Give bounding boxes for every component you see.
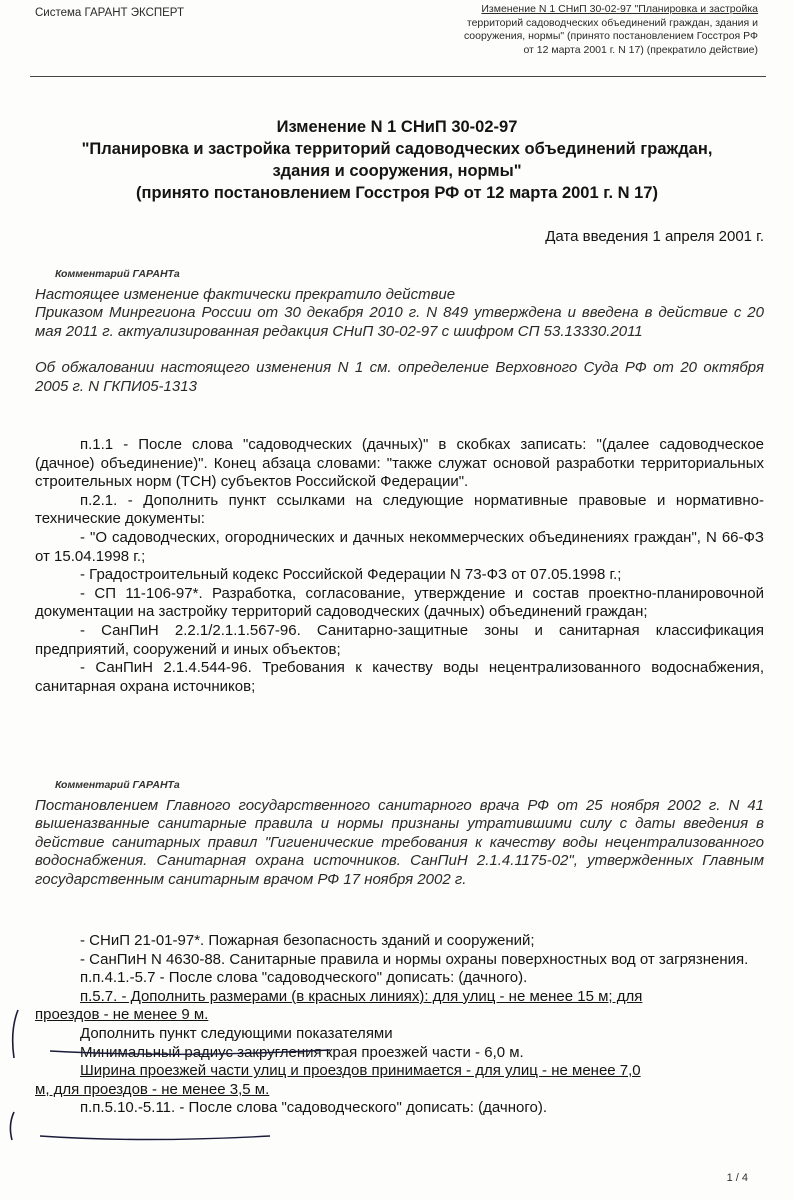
body-paragraph: - СанПиН 2.1.4.544-96. Требования к качеству воды нецентрализованного водоснабжения, санитарная охрана источников; bbox=[35, 659, 764, 695]
comment-paragraph: Настоящее изменение фактически прекратило действие bbox=[35, 285, 456, 303]
title-line: здания и сооружения, нормы" bbox=[272, 162, 522, 180]
body-paragraph: проездов - не менее 9 м. bbox=[35, 1006, 209, 1024]
document-reference-line: Изменение N 1 СНиП 30-02-97 "Планировка и застройка bbox=[481, 3, 758, 15]
document-reference-line: от 12 марта 2001 г. N 17) (прекратило действие) bbox=[523, 43, 758, 56]
comment-paragraph: Постановлением Главного государственного санитарного врача РФ от 25 ноября 2002 г. N 41 вышеназванные санитарные правила и нормы признаны утратившими силу с даты введения в действие санитарных правил "Гигиенические требования к качеству воды нецентрализованного водоснабжения. Санитарная охрана источников. СанПиН 2.1.4.1175-02", утвержденных Главным государственным санитарным врачом РФ 17 ноября 2002 г. bbox=[35, 796, 764, 888]
header-divider bbox=[30, 76, 766, 77]
garant-comment bbox=[35, 776, 764, 890]
amendment-body bbox=[35, 436, 764, 696]
document-reference bbox=[398, 3, 758, 57]
body-paragraph: - СНиП 21-01-97*. Пожарная безопасность зданий и сооружений; bbox=[80, 932, 535, 949]
comment-label: Комментарий ГАРАНТа bbox=[55, 779, 180, 791]
comment-label: Комментарий ГАРАНТа bbox=[55, 268, 180, 280]
effective-date: Дата введения 1 апреля 2001 г. bbox=[545, 228, 764, 245]
system-name: Система ГАРАНТ ЭКСПЕРТ bbox=[35, 7, 184, 19]
body-paragraph: п.п.5.10.-5.11. - После слова "садоводческого" дописать: (дачного). bbox=[80, 1099, 547, 1117]
page-number: 1 / 4 bbox=[726, 1172, 748, 1184]
body-paragraph: - СанПиН 2.2.1/2.1.1.567-96. Санитарно-защитные зоны и санитарная классификация предприятий, сооружений и иных объектов; bbox=[35, 621, 764, 658]
body-paragraph: м, для проездов - не менее 3,5 м. bbox=[35, 1080, 270, 1098]
amendment-body bbox=[35, 932, 764, 1118]
document-reference-line: территорий садоводческих объединений граждан, здания и bbox=[466, 16, 758, 29]
title-line: (принято постановлением Госстроя РФ от 12 марта 2001 г. N 17) bbox=[136, 184, 658, 202]
body-paragraph: п.5.7. - Дополнить размерами (в красных линиях): для улиц - не менее 15 м; для bbox=[80, 987, 643, 1005]
body-paragraph: - Градостроительный кодекс Российской Федерации N 73-ФЗ от 07.05.1998 г.; bbox=[80, 566, 622, 584]
body-paragraph: - СП 11-106-97*. Разработка, согласование, утверждение и состав проектно-планировочной документации на застройку территорий садоводческих (дачных) объединений граждан; bbox=[35, 584, 764, 621]
body-paragraph: - СанПиН N 4630-88. Санитарные правила и нормы охраны поверхностных вод от загрязнения. bbox=[80, 950, 749, 968]
garant-comment bbox=[35, 265, 764, 397]
comment-paragraph: Об обжаловании настоящего изменения N 1 см. определение Верховного Суда РФ от 20 октября 2005 г. N ГКПИ05-1313 bbox=[35, 359, 764, 395]
body-paragraph: Дополнить пункт следующими показателями bbox=[80, 1024, 393, 1042]
document-title bbox=[30, 116, 764, 204]
title-line: Изменение N 1 СНиП 30-02-97 bbox=[276, 118, 518, 136]
title-line: "Планировка и застройка территорий садоводческих объединений граждан, bbox=[81, 140, 713, 158]
body-paragraph: п.1.1 - После слова "садоводческих (дачных)" в скобках записать: "(далее садоводческое (дачное) объединение)". Конец абзаца словами: "также служат основой разработки территориальных строительных норм (ТСН) субъектов Российской Федерации". bbox=[35, 436, 764, 491]
comment-paragraph: Приказом Минрегиона России от 30 декабря 2010 г. N 849 утверждена и введена в действие с 20 мая 2011 г. актуализированная редакция СНиП 30-02-97 с шифром СП 53.13330.2011 bbox=[35, 304, 764, 340]
body-paragraph: - "О садоводческих, огороднических и дачных некоммерческих объединениях граждан", N 66-ФЗ от 15.04.1998 г.; bbox=[35, 528, 764, 565]
body-paragraph: п.п.4.1.-5.7 - После слова "садоводческого" дописать: (дачного). bbox=[80, 969, 528, 987]
body-paragraph: п.2.1. - Дополнить пункт ссылками на следующие нормативные правовые и нормативно-технические документы: bbox=[35, 491, 764, 528]
document-reference-line: сооружения, нормы" (принято постановлением Госстроя РФ bbox=[463, 30, 758, 42]
body-paragraph: Минимальный радиус закругления края проезжей части - 6,0 м. bbox=[80, 1043, 524, 1061]
body-paragraph: Ширина проезжей части улиц и проездов принимается - для улиц - не менее 7,0 bbox=[80, 1062, 641, 1080]
